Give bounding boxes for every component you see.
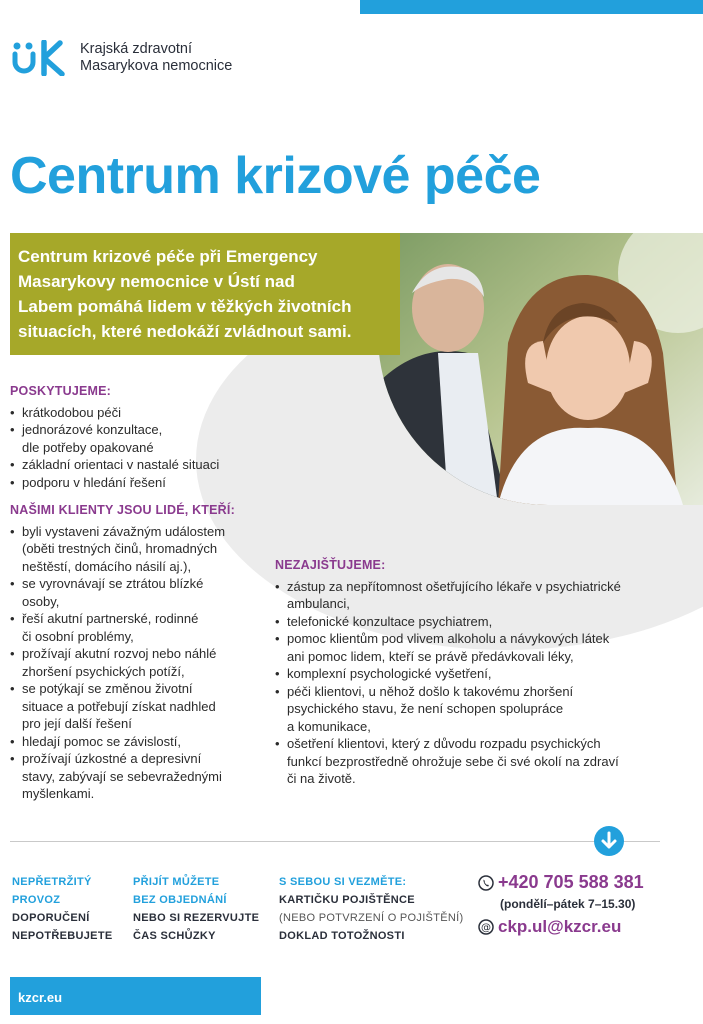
clients-list xyxy=(10,523,270,803)
list-item: • se potýkají se změnou životní situace a potřebují získat nadhled pro její další řešení xyxy=(10,680,270,733)
list-item: • hledají pomoc se závislostí, xyxy=(10,733,270,751)
not-provided-list xyxy=(275,578,665,788)
website-link[interactable]: kzcr.eu xyxy=(18,990,63,1005)
logo xyxy=(12,40,232,76)
phone-icon xyxy=(478,875,494,891)
intro-box xyxy=(10,233,400,355)
intro-line: Centrum krizové péče při Emergency xyxy=(18,247,318,266)
provide-list xyxy=(10,404,270,492)
logo-line-2: Masarykova nemocnice xyxy=(80,58,233,74)
list-item: • základní orientaci v nastalé situaci xyxy=(10,456,270,474)
intro-line: Masarykovy nemocnice v Ústí nad xyxy=(18,272,295,291)
footer-col-3: S SEBOU SI VEZMĚTE: KARTIČKU POJIŠTĚNCE (NEBO POTVRZENÍ O POJIŠTĚNÍ) DOKLAD TOTOŽNOSTI xyxy=(279,876,464,942)
list-item: • prožívají úzkostné a depresivní stavy, zabývají se sebevražednými myšlenkami. xyxy=(10,750,270,803)
top-accent-bar xyxy=(360,0,703,14)
list-item: • krátkodobou péči xyxy=(10,404,270,422)
logo-line-1: Krajská zdravotní xyxy=(80,41,193,57)
footer-divider xyxy=(10,841,660,842)
list-item: • komplexní psychologické vyšetření, xyxy=(275,665,665,683)
email-link[interactable]: ckp.ul@kzcr.eu xyxy=(498,917,622,936)
footer-col-1: NEPŘETRŽITÝ PROVOZ DOPORUČENÍ NEPOTŘEBUJETE xyxy=(12,876,113,942)
list-item: • řeší akutní partnerské, rodinné či osobní problémy, xyxy=(10,610,270,645)
contact-block xyxy=(478,872,644,937)
list-item: • jednorázové konzultace, dle potřeby opakované xyxy=(10,421,270,456)
page-title: Centrum krizové péče xyxy=(10,147,541,205)
list-item: • zástup za nepřítomnost ošetřujícího lékaře v psychiatrické ambulanci, xyxy=(275,578,665,613)
at-icon xyxy=(478,919,494,935)
list-item: • se vyrovnávají se ztrátou blízké osoby, xyxy=(10,575,270,610)
arrow-down-icon xyxy=(594,826,624,856)
section-heading: NEZAJIŠŤUJEME: xyxy=(275,558,386,572)
phone-link[interactable]: +420 705 588 381 xyxy=(498,872,644,892)
section-clients xyxy=(10,502,270,803)
list-item: • péči klientovi, u něhož došlo k takovému zhoršení psychického stavu, že není schopen spolupráce a komunikace, xyxy=(275,683,665,736)
section-heading: POSKYTUJEME: xyxy=(10,384,112,398)
list-item: • telefonické konzultace psychiatrem, xyxy=(275,613,665,631)
section-provide xyxy=(10,383,270,491)
intro-line: Labem pomáhá lidem v těžkých životních xyxy=(18,297,352,316)
intro-line: situacích, které nedokáží zvládnout sami. xyxy=(18,322,352,341)
section-heading: NAŠIMI KLIENTY JSOU LIDÉ, KTEŘÍ: xyxy=(10,503,235,517)
svg-text:@: @ xyxy=(481,922,491,934)
office-hours: (pondělí–pátek 7–15.30) xyxy=(500,897,636,911)
list-item: • pomoc klientům pod vlivem alkoholu a návykových látek ani pomoc lidem, kteří se právě předávkovali léky, xyxy=(275,630,665,665)
list-item: • prožívají akutní rozvoj nebo náhlé zhoršení psychických potíží, xyxy=(10,645,270,680)
list-item: • byli vystaveni závažným událostem (oběti trestných činů, hromadných neštěstí, domácího násilí aj.), xyxy=(10,523,270,576)
logo-mark-icon xyxy=(12,40,70,76)
list-item: • podporu v hledání řešení xyxy=(10,474,270,492)
list-item: • ošetření klientovi, který z důvodu rozpadu psychických funkcí bezprostředně ohrožuje sebe či své okolí na zdraví či na životě. xyxy=(275,735,665,788)
footer-col-2: PŘIJÍT MŮŽETE BEZ OBJEDNÁNÍ NEBO SI REZERVUJTE ČAS SCHŮZKY xyxy=(133,876,260,942)
website-bar xyxy=(10,977,261,1015)
section-not-provided xyxy=(275,557,665,788)
